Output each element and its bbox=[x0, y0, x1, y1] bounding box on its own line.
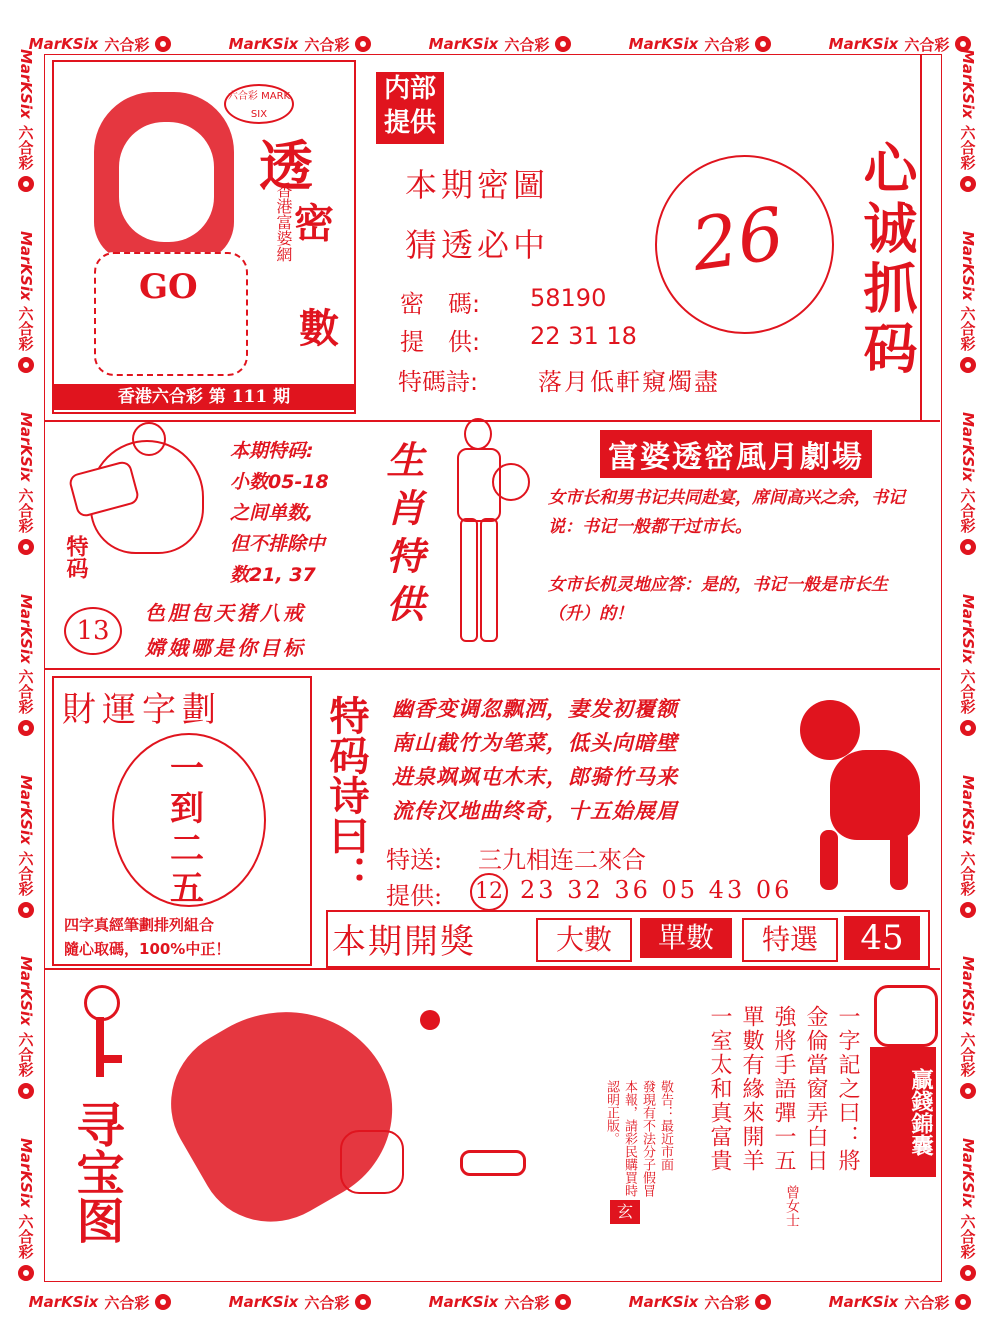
divider bbox=[44, 968, 940, 970]
draw-number: 45 bbox=[844, 916, 920, 960]
notice-col: 本報，請彩民購買時 bbox=[622, 1080, 637, 1197]
brand-zh: 六合彩 bbox=[958, 1032, 977, 1078]
cover-side-text: 香港富婆網 bbox=[274, 182, 293, 262]
fortune-note-1: 四字真經筆劃排列組合 bbox=[64, 916, 215, 934]
jinnang-bottom: 錦囊 bbox=[908, 1112, 933, 1156]
yizi-col: 一字記之曰：將 bbox=[835, 1005, 860, 1173]
fortune-char-3: 二 bbox=[170, 829, 204, 869]
code-value: 58190 bbox=[530, 284, 607, 312]
flower-icon bbox=[355, 1294, 371, 1310]
special-line: 之间单数, bbox=[230, 502, 314, 524]
flower-icon bbox=[18, 902, 34, 918]
brand-zh: 六合彩 bbox=[504, 1293, 550, 1312]
left-brand-border bbox=[6, 30, 46, 1300]
story-text-1: 女市长和男书记共同赴宴，席间高兴之余，书记说：书记一般都干过市长。 bbox=[548, 488, 905, 537]
divider bbox=[44, 668, 940, 670]
poem-value: 落月低軒窺燭盡 bbox=[538, 368, 720, 396]
poem-label: 特码诗曰： bbox=[323, 695, 370, 895]
zodiac-title: 生肖特供 bbox=[380, 440, 424, 632]
draw-box-1: 大數 bbox=[536, 918, 632, 962]
brand-zh: 六合彩 bbox=[16, 306, 35, 352]
brand-zh: 六合彩 bbox=[958, 125, 977, 171]
brand-en: MarKSix bbox=[959, 775, 977, 845]
fortune-char-1: 一 bbox=[170, 749, 204, 789]
treasure-title: 寻宝图 bbox=[68, 1100, 124, 1244]
flower-icon bbox=[18, 1083, 34, 1099]
special-line: 数21, 37 bbox=[230, 564, 316, 586]
woman-illustration bbox=[442, 418, 532, 648]
brand-en: MarKSix bbox=[959, 593, 977, 664]
brand-en: MarKSix bbox=[959, 412, 977, 482]
draw-title: 本期開獎 bbox=[332, 922, 476, 962]
flower-icon bbox=[960, 1265, 976, 1281]
poem-line: 进泉飒飒屯木末，郎骑竹马来 bbox=[392, 765, 678, 789]
goat-illustration bbox=[340, 1130, 404, 1194]
poem-line: 南山截竹为笔菜，低头向暗壁 bbox=[392, 731, 678, 755]
draw-bar bbox=[326, 910, 930, 968]
provide-label: 提 供: bbox=[400, 328, 481, 356]
story-text-2: 女市长机灵地应答：是的，书记一般是市长生（升）的！ bbox=[548, 575, 888, 624]
brand-zh: 六合彩 bbox=[504, 35, 550, 54]
brand-zh: 六合彩 bbox=[16, 669, 35, 715]
yizi-col: 單數有緣來開羊 bbox=[739, 1005, 764, 1173]
bottom-brand-border bbox=[0, 1284, 1000, 1320]
brand-en: MarKSix bbox=[17, 775, 35, 845]
brand-zh: 六合彩 bbox=[704, 35, 750, 54]
brand-zh: 六合彩 bbox=[16, 1032, 35, 1078]
flower-icon bbox=[960, 1083, 976, 1099]
brand-en: MarKSix bbox=[228, 35, 299, 53]
yizi-col: 金倫當窗弄白日 bbox=[803, 1005, 828, 1173]
brand-en: MarKSix bbox=[628, 35, 699, 53]
flower-icon bbox=[960, 720, 976, 736]
spider-icon bbox=[420, 1010, 440, 1030]
brand-zh: 六合彩 bbox=[104, 1293, 150, 1312]
brand-en: MarKSix bbox=[228, 1293, 299, 1311]
flower-icon bbox=[18, 539, 34, 555]
code-label: 密 碼: bbox=[400, 290, 481, 318]
flower-icon bbox=[960, 176, 976, 192]
brand-en: MarKSix bbox=[428, 35, 499, 53]
flower-icon bbox=[18, 1265, 34, 1281]
flower-icon bbox=[555, 1294, 571, 1310]
brand-zh: 六合彩 bbox=[958, 669, 977, 715]
brand-zh: 六合彩 bbox=[958, 306, 977, 352]
flower-icon bbox=[18, 357, 34, 373]
brand-en: MarKSix bbox=[17, 593, 35, 664]
draw-box-2: 單數 bbox=[640, 918, 732, 958]
riddle-2: 嫦娥哪是你目标 bbox=[145, 636, 306, 660]
poem-lines bbox=[392, 692, 678, 828]
poem-provide-first: 12 bbox=[470, 873, 508, 911]
brand-en: MarKSix bbox=[959, 1137, 977, 1208]
yizi-panel bbox=[700, 1005, 870, 1235]
jinnang-icon bbox=[874, 985, 938, 1047]
cover-big-3: 數 bbox=[299, 305, 339, 352]
flower-icon bbox=[155, 1294, 171, 1310]
fortune-oval bbox=[112, 733, 266, 907]
flower-icon bbox=[960, 539, 976, 555]
jinnang-label bbox=[870, 1047, 936, 1177]
go-text: GO bbox=[139, 267, 198, 307]
brand-en: MarKSix bbox=[628, 1293, 699, 1311]
fortune-char-2: 到 bbox=[170, 789, 204, 829]
monkey-illustration bbox=[790, 690, 940, 900]
riddle-1: 色胆包天猪八戒 bbox=[145, 601, 306, 625]
fortune-char-4: 五 bbox=[170, 869, 204, 909]
notice-col: 敬告：最近市面 bbox=[658, 1080, 673, 1171]
circle-mark: 26 bbox=[686, 191, 790, 287]
brand-en: MarKSix bbox=[17, 412, 35, 482]
flower-icon bbox=[960, 902, 976, 918]
special-label: 特码 bbox=[63, 535, 88, 579]
special-lines bbox=[230, 436, 329, 591]
brand-zh: 六合彩 bbox=[304, 1293, 350, 1312]
secret-line-2: 猜透必中 bbox=[405, 226, 550, 264]
right-brand-border bbox=[948, 30, 988, 1300]
flower-icon bbox=[960, 357, 976, 373]
brand-zh: 六合彩 bbox=[104, 35, 150, 54]
brand-en: MarKSix bbox=[959, 49, 977, 120]
brand-zh: 六合彩 bbox=[16, 125, 35, 171]
brand-en: MarKSix bbox=[17, 956, 35, 1027]
flower-icon bbox=[18, 720, 34, 736]
notice-col: 認明正版。 bbox=[604, 1080, 619, 1145]
brand-zh: 六合彩 bbox=[904, 35, 950, 54]
secret-line-1: 本期密圖 bbox=[405, 166, 550, 204]
brand-en: MarKSix bbox=[17, 49, 35, 120]
jinnang-top: 贏錢 bbox=[908, 1068, 933, 1112]
key-icon bbox=[70, 985, 130, 1085]
brand-zh: 六合彩 bbox=[958, 1213, 977, 1259]
poem-line: 流传汉地曲终奇，十五始展眉 bbox=[392, 799, 678, 823]
provide-value: 22 31 18 bbox=[530, 322, 637, 350]
chicken-illustration bbox=[90, 440, 204, 554]
flower-icon bbox=[755, 36, 771, 52]
fortune-panel bbox=[52, 676, 312, 966]
notice-panel bbox=[560, 1000, 680, 1240]
cover-big-1: 透 bbox=[259, 134, 313, 198]
brand-en: MarKSix bbox=[28, 1293, 99, 1311]
poem-provide-label: 提供: bbox=[386, 882, 443, 910]
flower-icon bbox=[18, 176, 34, 192]
cover-panel bbox=[52, 60, 356, 414]
brand-zh: 六合彩 bbox=[16, 487, 35, 533]
story-title: 富婆透密風月劇場 bbox=[600, 430, 872, 478]
brand-en: MarKSix bbox=[959, 956, 977, 1027]
brand-en: MarKSix bbox=[17, 230, 35, 301]
brand-zh: 六合彩 bbox=[958, 487, 977, 533]
flower-icon bbox=[755, 1294, 771, 1310]
draw-box-3: 特選 bbox=[742, 918, 838, 962]
special-number: 13 bbox=[64, 607, 122, 655]
cover-big-2: 密 bbox=[294, 200, 334, 247]
send-value: 三九相连二來合 bbox=[478, 846, 646, 874]
fortune-title: 財運字劃 bbox=[62, 690, 222, 730]
brand-zh: 六合彩 bbox=[904, 1293, 950, 1312]
flower-icon bbox=[555, 36, 571, 52]
special-line: 小数05-18 bbox=[230, 471, 329, 493]
brand-en: MarKSix bbox=[428, 1293, 499, 1311]
poem-label: 特碼詩: bbox=[398, 368, 479, 396]
yizi-col: 一室太和真富貴 bbox=[707, 1005, 732, 1173]
poem-provide-rest: 23 32 36 05 43 06 bbox=[520, 876, 793, 904]
brand-en: MarKSix bbox=[828, 1293, 899, 1311]
flower-icon bbox=[155, 36, 171, 52]
mark-six-logo: 六合彩 MARK SIX bbox=[224, 84, 294, 124]
special-line: 但不排除中 bbox=[230, 533, 326, 555]
brand-en: MarKSix bbox=[828, 35, 899, 53]
xincheng-title: 心诚抓码 bbox=[855, 140, 918, 380]
divider bbox=[920, 54, 922, 420]
portrait-face bbox=[119, 122, 214, 242]
brand-zh: 六合彩 bbox=[704, 1293, 750, 1312]
yizi-col: 強將手語彈一五 bbox=[771, 1005, 796, 1173]
brand-zh: 六合彩 bbox=[16, 1213, 35, 1259]
poem-line: 幽香变调忽飘洒，妻发初覆额 bbox=[392, 697, 678, 721]
jinnang-panel bbox=[870, 985, 936, 1185]
brand-zh: 六合彩 bbox=[16, 850, 35, 896]
fortune-note-2: 隨心取碼，100%中正！ bbox=[64, 940, 231, 958]
header-tag: 内部提供 bbox=[376, 72, 444, 144]
cover-caption: 香港六合彩 第 111 期 bbox=[54, 384, 354, 410]
send-label: 特送: bbox=[386, 846, 443, 874]
flower-icon bbox=[355, 36, 371, 52]
notice-xuan: 玄 bbox=[610, 1200, 640, 1224]
brand-zh: 六合彩 bbox=[958, 850, 977, 896]
secret-circle bbox=[655, 155, 834, 334]
yizi-sign: 曾女士 bbox=[784, 1185, 800, 1227]
pipe-icon bbox=[460, 1150, 526, 1176]
notice-col: 發現有不法分子假冒 bbox=[640, 1080, 655, 1197]
brand-en: MarKSix bbox=[959, 230, 977, 301]
brand-en: MarKSix bbox=[28, 35, 99, 53]
brand-en: MarKSix bbox=[17, 1137, 35, 1208]
special-line: 本期特码: bbox=[230, 440, 314, 462]
brand-zh: 六合彩 bbox=[304, 35, 350, 54]
